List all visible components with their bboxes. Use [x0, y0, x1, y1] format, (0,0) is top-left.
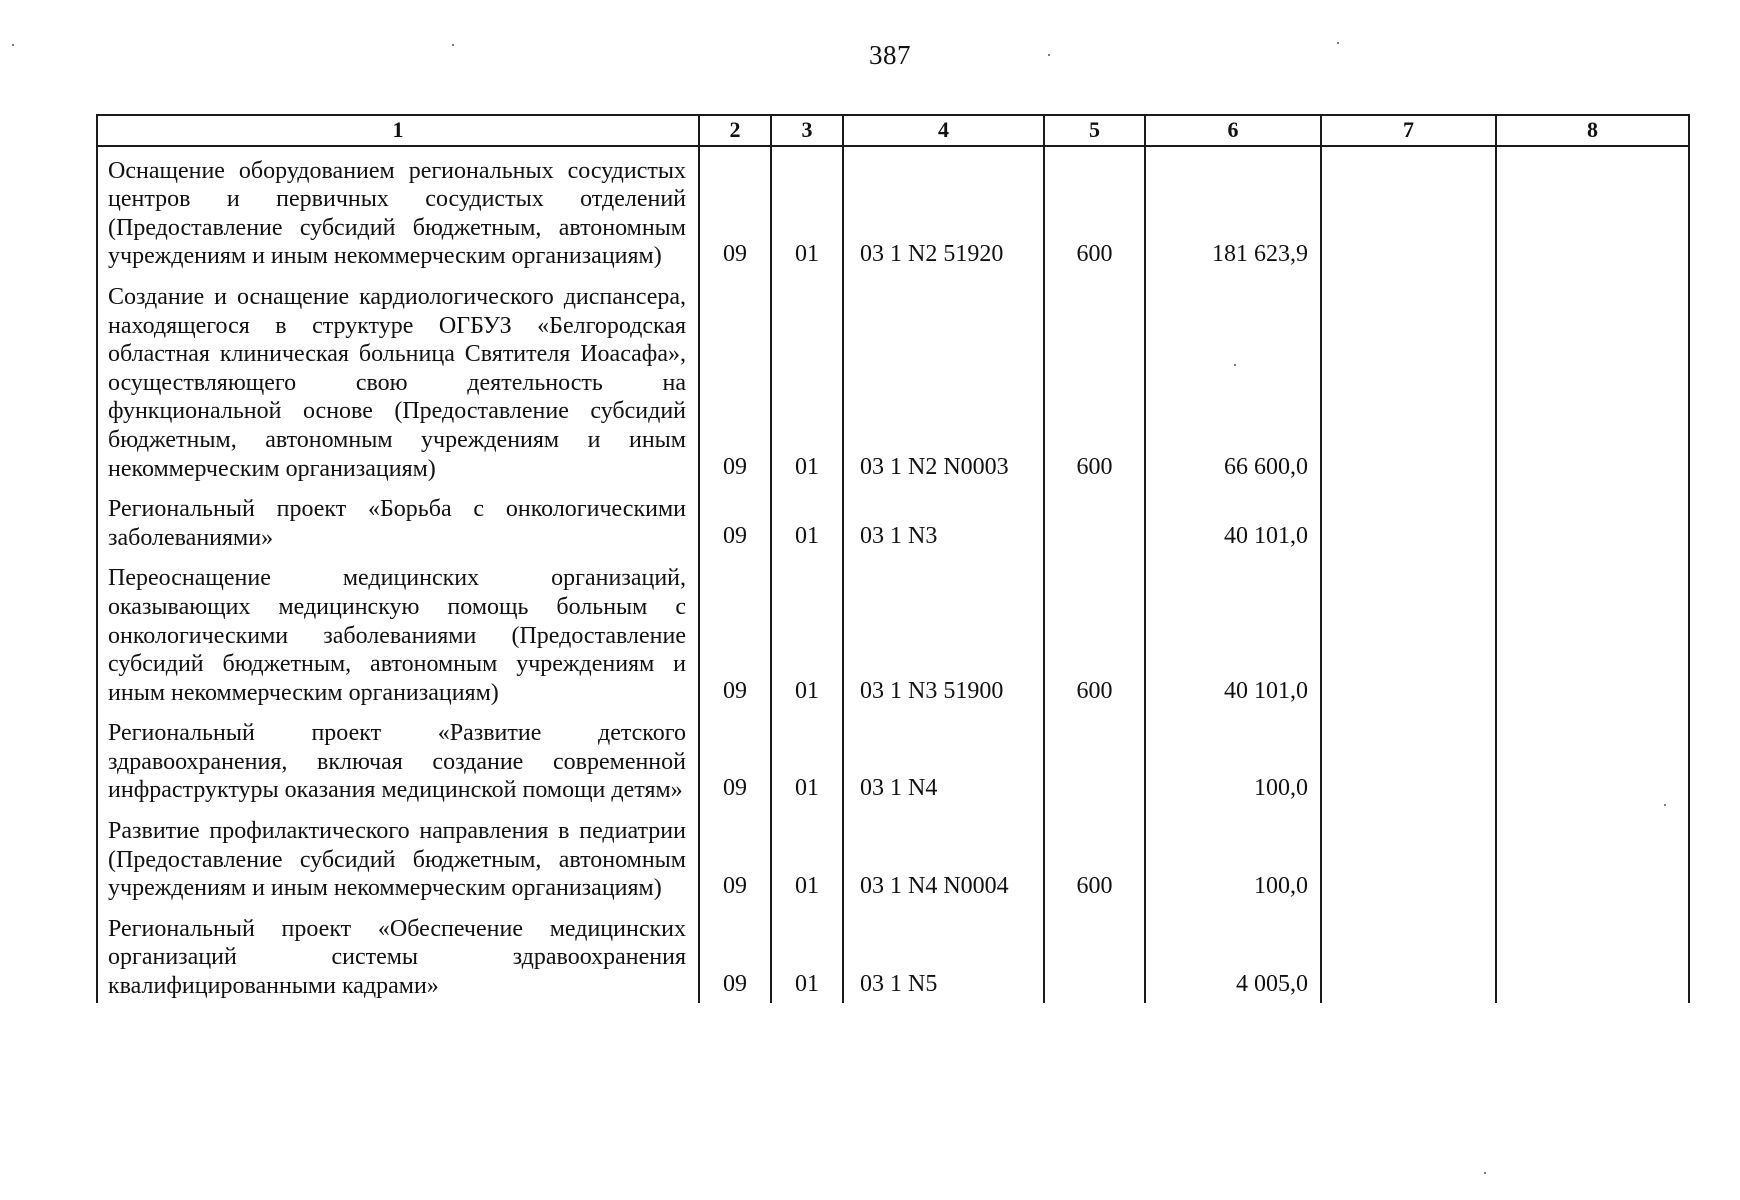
row-col8: [1496, 709, 1689, 807]
row-col7: [1321, 485, 1496, 554]
table-row: [97, 554, 1689, 709]
row-expense-type: 600: [1044, 554, 1145, 709]
scan-speck: [12, 44, 14, 46]
row-subsection-code: 01: [771, 554, 843, 709]
column-header: 4: [843, 115, 1044, 146]
scan-speck: [1484, 1172, 1486, 1174]
row-subsection-code: 01: [771, 273, 843, 485]
row-col7: [1321, 554, 1496, 709]
row-section-code: 09: [699, 807, 771, 905]
column-header: 6: [1145, 115, 1321, 146]
row-col7: [1321, 146, 1496, 273]
row-expense-type: 600: [1044, 807, 1145, 905]
row-amount: 100,0: [1145, 807, 1321, 905]
row-section-code: 09: [699, 554, 771, 709]
table-row: [97, 807, 1689, 905]
table-row: [97, 146, 1689, 273]
table-row: [97, 273, 1689, 485]
table-row: [97, 905, 1689, 1003]
row-subsection-code: 01: [771, 146, 843, 273]
row-target-article: 03 1 N2 51920: [843, 146, 1044, 273]
row-description: Региональный проект «Развитие детского здравоохранения, включая создание современной инфраструктуры оказания медицинской помощи детям»: [97, 709, 699, 807]
row-target-article: 03 1 N2 N0003: [843, 273, 1044, 485]
row-col7: [1321, 273, 1496, 485]
row-target-article: 03 1 N5: [843, 905, 1044, 1003]
header-row: [97, 115, 1689, 146]
row-target-article: 03 1 N3: [843, 485, 1044, 554]
scan-speck: [1337, 42, 1339, 44]
row-target-article: 03 1 N4: [843, 709, 1044, 807]
row-expense-type: 600: [1044, 273, 1145, 485]
row-amount: 100,0: [1145, 709, 1321, 807]
row-col8: [1496, 807, 1689, 905]
row-target-article: 03 1 N4 N0004: [843, 807, 1044, 905]
column-header: 3: [771, 115, 843, 146]
row-section-code: 09: [699, 709, 771, 807]
row-amount: 181 623,9: [1145, 146, 1321, 273]
row-col8: [1496, 554, 1689, 709]
row-expense-type: 600: [1044, 146, 1145, 273]
row-description: Региональный проект «Обеспечение медицинских организаций системы здравоохранения квалифицированными кадрами»: [97, 905, 699, 1003]
row-description: Создание и оснащение кардиологического диспансера, находящегося в структуре ОГБУЗ «Белгородская областная клиническая больница Святителя Иоасафа», осуществляющего свою деятельность на функциональной основе (Предоставление субсидий бюджетным, автономным учреждениям и иным некоммерческим организациям): [97, 273, 699, 485]
row-col7: [1321, 709, 1496, 807]
row-subsection-code: 01: [771, 709, 843, 807]
scan-speck: [1664, 804, 1666, 806]
row-amount: 40 101,0: [1145, 485, 1321, 554]
row-col7: [1321, 905, 1496, 1003]
table-row: [97, 709, 1689, 807]
row-description: Переоснащение медицинских организаций, оказывающих медицинскую помощь больным с онкологическими заболеваниями (Предоставление субсидий бюджетным, автономным учреждениям и иным некоммерческим организациям): [97, 554, 699, 709]
row-expense-type: [1044, 709, 1145, 807]
budget-table: [96, 114, 1690, 1003]
row-section-code: 09: [699, 485, 771, 554]
scan-speck: [1048, 54, 1050, 56]
column-header: 2: [699, 115, 771, 146]
row-amount: 40 101,0: [1145, 554, 1321, 709]
column-header: 8: [1496, 115, 1689, 146]
row-subsection-code: 01: [771, 807, 843, 905]
row-col8: [1496, 485, 1689, 554]
row-subsection-code: 01: [771, 485, 843, 554]
row-section-code: 09: [699, 146, 771, 273]
row-col8: [1496, 905, 1689, 1003]
row-description: Оснащение оборудованием региональных сосудистых центров и первичных сосудистых отделений (Предоставление субсидий бюджетным, автономным учреждениям и иным некоммерческим организациям): [97, 146, 699, 273]
column-header: 7: [1321, 115, 1496, 146]
page-number: 387: [869, 40, 911, 70]
row-subsection-code: 01: [771, 905, 843, 1003]
row-target-article: 03 1 N3 51900: [843, 554, 1044, 709]
row-amount: 4 005,0: [1145, 905, 1321, 1003]
row-amount: 66 600,0: [1145, 273, 1321, 485]
row-description: Региональный проект «Борьба с онкологическими заболеваниями»: [97, 485, 699, 554]
scan-speck: [1234, 364, 1236, 366]
row-col8: [1496, 146, 1689, 273]
row-col8: [1496, 273, 1689, 485]
column-header: 1: [97, 115, 699, 146]
scan-speck: [452, 44, 454, 46]
row-col7: [1321, 807, 1496, 905]
column-header: 5: [1044, 115, 1145, 146]
row-section-code: 09: [699, 905, 771, 1003]
row-section-code: 09: [699, 273, 771, 485]
row-expense-type: [1044, 905, 1145, 1003]
row-expense-type: [1044, 485, 1145, 554]
table-row: [97, 485, 1689, 554]
row-description: Развитие профилактического направления в педиатрии (Предоставление субсидий бюджетным, автономным учреждениям и иным некоммерческим организациям): [97, 807, 699, 905]
